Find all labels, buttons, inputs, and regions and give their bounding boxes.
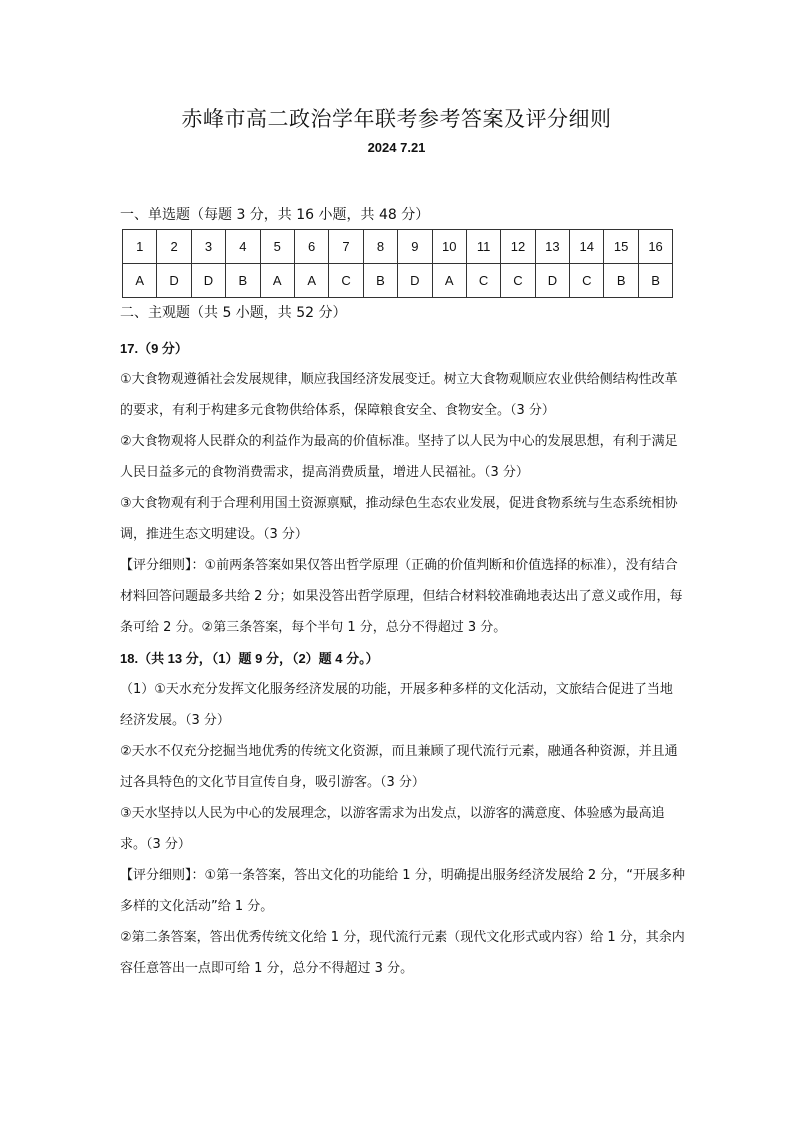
answer-table-number-row [123,230,673,264]
question-number-cell: 16 [638,230,672,264]
question-number-cell: 1 [123,230,157,264]
answer-table [122,229,673,298]
answer-cell: C [570,264,604,298]
subjective-answers [120,333,685,984]
answer-cell: A [432,264,466,298]
q17-point-3: ③大食物观有利于合理利用国土资源禀赋，推动绿色生态农业发展，促进食物系统与生态系统相协调，推进生态文明建设。（3 分） [120,496,678,542]
section1-heading: 一、单选题（每题 3 分，共 16 小题，共 48 分） [120,207,430,223]
section2-heading: 二、主观题（共 5 小题，共 52 分） [120,305,347,321]
q18-scoring-rules-1: 【评分细则】：①第一条答案，答出文化的功能给 1 分，明确提出服务经济发展给 2 分，“开展多种多样的文化活动”给 1 分。 [120,868,685,914]
answer-cell: C [329,264,363,298]
answer-cell: B [604,264,638,298]
document-title: 赤峰市高二政治学年联考参考答案及评分细则 [181,107,612,131]
question-number-cell: 12 [501,230,535,264]
answer-table-answer-row [123,264,673,298]
question-number-cell: 10 [432,230,466,264]
answer-cell: B [226,264,260,298]
answer-cell: A [260,264,294,298]
question-number-cell: 5 [260,230,294,264]
answer-cell: B [638,264,672,298]
question-number-cell: 3 [191,230,225,264]
q18-scoring-rules-2: ②第二条答案，答出优秀传统文化给 1 分，现代流行元素（现代文化形式或内容）给 1 分，其余内容任意答出一点即可给 1 分，总分不得超过 3 分。 [120,930,685,976]
answer-cell: A [294,264,328,298]
answer-cell: C [466,264,500,298]
answer-cell: B [363,264,397,298]
q18-point-3: ③天水坚持以人民为中心的发展理念，以游客需求为出发点，以游客的满意度、体验感为最高追求。（3 分） [120,806,665,852]
answer-cell: C [501,264,535,298]
question-number-cell: 2 [157,230,191,264]
question-number-cell: 9 [398,230,432,264]
question-number-cell: 8 [363,230,397,264]
answer-cell: D [191,264,225,298]
answer-cell: A [123,264,157,298]
q18-point-2: ②天水不仅充分挖掘当地优秀的传统文化资源，而且兼顾了现代流行元素，融通各种资源，并且通过各具特色的文化节目宣传自身，吸引游客。（3 分） [120,744,678,790]
q17-point-2: ②大食物观将人民群众的利益作为最高的价值标准。坚持了以人民为中心的发展思想，有利于满足人民日益多元的食物消费需求，提高消费质量，增进人民福祉。（3 分） [120,434,678,480]
question-number-cell: 14 [570,230,604,264]
q18-header: 18.（共 13 分，（1）题 9 分，（2）题 4 分。） [120,651,379,666]
document-date: 2024 7.21 [367,140,426,155]
question-number-cell: 13 [535,230,569,264]
answer-cell: D [157,264,191,298]
answer-cell: D [535,264,569,298]
answer-cell: D [398,264,432,298]
question-number-cell: 15 [604,230,638,264]
q18-point-1: （1）①天水充分发挥文化服务经济发展的功能，开展多种多样的文化活动，文旅结合促进了当地经济发展。（3 分） [120,682,673,728]
q17-header: 17.（9 分） [120,341,188,356]
question-number-cell: 7 [329,230,363,264]
q17-point-1: ①大食物观遵循社会发展规律，顺应我国经济发展变迁。树立大食物观顺应农业供给侧结构性改革的要求，有利于构建多元食物供给体系，保障粮食安全、食物安全。（3 分） [120,372,678,418]
question-number-cell: 6 [294,230,328,264]
question-number-cell: 4 [226,230,260,264]
question-number-cell: 11 [466,230,500,264]
q17-scoring-rules: 【评分细则】：①前两条答案如果仅答出哲学原理（正确的价值判断和价值选择的标准），没有结合材料回答问题最多共给 2 分；如果没答出哲学原理，但结合材料较准确地表达出了意义或作用，每条可给 2 分。②第三条答案，每个半句 1 分，总分不得超过 3 分。 [120,558,683,635]
